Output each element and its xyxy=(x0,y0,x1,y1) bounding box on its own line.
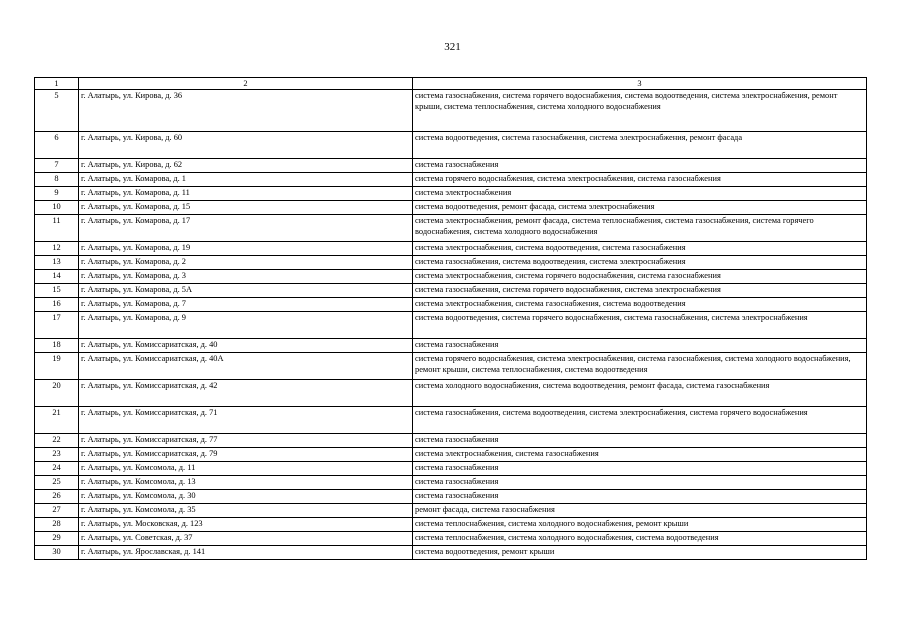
row-address: г. Алатырь, ул. Комарова, д. 9 xyxy=(79,312,413,339)
row-address: г. Алатырь, ул. Комарова, д. 17 xyxy=(79,215,413,242)
row-number: 16 xyxy=(35,298,79,312)
row-number: 5 xyxy=(35,90,79,132)
row-works: система газоснабжения, система горячего водоснабжения, система электроснабжения xyxy=(413,284,867,298)
table-row xyxy=(35,434,867,448)
row-works: система электроснабжения, система горячего водоснабжения, система газоснабжения xyxy=(413,270,867,284)
table-row xyxy=(35,380,867,407)
row-number: 30 xyxy=(35,546,79,560)
row-works: система горячего водоснабжения, система электроснабжения, система газоснабжения, система холодного водоснабжения, ремонт крыши, система теплоснабжения, система водоотведения xyxy=(413,353,867,380)
table-body xyxy=(35,90,867,560)
row-address: г. Алатырь, ул. Комиссариатская, д. 79 xyxy=(79,448,413,462)
row-number: 17 xyxy=(35,312,79,339)
row-address: г. Алатырь, ул. Комиссариатская, д. 40 xyxy=(79,339,413,353)
table-row xyxy=(35,407,867,434)
row-address: г. Алатырь, ул. Кирова, д. 60 xyxy=(79,132,413,159)
row-number: 25 xyxy=(35,476,79,490)
table-row xyxy=(35,518,867,532)
table-row xyxy=(35,532,867,546)
row-number: 19 xyxy=(35,353,79,380)
row-number: 23 xyxy=(35,448,79,462)
row-works: система водоотведения, ремонт фасада, система электроснабжения xyxy=(413,201,867,215)
row-works: система электроснабжения, система газоснабжения, система водоотведения xyxy=(413,298,867,312)
row-number: 28 xyxy=(35,518,79,532)
table-row xyxy=(35,90,867,132)
table-row xyxy=(35,353,867,380)
row-works: система электроснабжения, система газоснабжения xyxy=(413,448,867,462)
row-works: система электроснабжения, ремонт фасада, система теплоснабжения, система газоснабжения, система горячего водоснабжения, система холодного водоснабжения xyxy=(413,215,867,242)
row-number: 7 xyxy=(35,159,79,173)
row-address: г. Алатырь, ул. Комарова, д. 11 xyxy=(79,187,413,201)
row-number: 13 xyxy=(35,256,79,270)
row-address: г. Алатырь, ул. Кирова, д. 62 xyxy=(79,159,413,173)
row-number: 20 xyxy=(35,380,79,407)
table-row xyxy=(35,187,867,201)
row-address: г. Алатырь, ул. Комиссариатская, д. 77 xyxy=(79,434,413,448)
table-row xyxy=(35,462,867,476)
row-works: система газоснабжения xyxy=(413,434,867,448)
row-address: г. Алатырь, ул. Ярославская, д. 141 xyxy=(79,546,413,560)
row-address: г. Алатырь, ул. Комсомола, д. 11 xyxy=(79,462,413,476)
works-table xyxy=(34,77,867,560)
table-row xyxy=(35,270,867,284)
row-works: система газоснабжения xyxy=(413,490,867,504)
row-address: г. Алатырь, ул. Комарова, д. 19 xyxy=(79,242,413,256)
table-row xyxy=(35,476,867,490)
table-row xyxy=(35,173,867,187)
table-row xyxy=(35,490,867,504)
row-address: г. Алатырь, ул. Комарова, д. 15 xyxy=(79,201,413,215)
header-cell-3: 3 xyxy=(413,78,867,90)
row-address: г. Алатырь, ул. Комарова, д. 7 xyxy=(79,298,413,312)
table-row xyxy=(35,312,867,339)
row-works: система газоснабжения xyxy=(413,476,867,490)
row-number: 21 xyxy=(35,407,79,434)
row-number: 9 xyxy=(35,187,79,201)
row-address: г. Алатырь, ул. Комиссариатская, д. 42 xyxy=(79,380,413,407)
table-row xyxy=(35,159,867,173)
table-row xyxy=(35,504,867,518)
row-number: 27 xyxy=(35,504,79,518)
table-header xyxy=(35,78,867,90)
page-number: 321 xyxy=(444,41,461,53)
row-number: 24 xyxy=(35,462,79,476)
row-address: г. Алатырь, ул. Советская, д. 37 xyxy=(79,532,413,546)
row-works: система электроснабжения, система водоотведения, система газоснабжения xyxy=(413,242,867,256)
row-works: система газоснабжения, система водоотведения, система электроснабжения xyxy=(413,256,867,270)
row-works: система газоснабжения xyxy=(413,159,867,173)
row-number: 26 xyxy=(35,490,79,504)
row-address: г. Алатырь, ул. Кирова, д. 36 xyxy=(79,90,413,132)
table-row xyxy=(35,256,867,270)
row-works: система газоснабжения, система водоотведения, система электроснабжения, система горячего водоснабжения xyxy=(413,407,867,434)
row-works: система газоснабжения xyxy=(413,339,867,353)
row-works: система водоотведения, ремонт крыши xyxy=(413,546,867,560)
table-row xyxy=(35,298,867,312)
row-works: система теплоснабжения, система холодного водоснабжения, ремонт крыши xyxy=(413,518,867,532)
row-address: г. Алатырь, ул. Комарова, д. 5А xyxy=(79,284,413,298)
table-row xyxy=(35,201,867,215)
row-works: система газоснабжения xyxy=(413,462,867,476)
row-works: система горячего водоснабжения, система электроснабжения, система газоснабжения xyxy=(413,173,867,187)
row-address: г. Алатырь, ул. Комарова, д. 1 xyxy=(79,173,413,187)
row-number: 10 xyxy=(35,201,79,215)
row-number: 18 xyxy=(35,339,79,353)
row-works: система теплоснабжения, система холодного водоснабжения, система водоотведения xyxy=(413,532,867,546)
row-address: г. Алатырь, ул. Комарова, д. 2 xyxy=(79,256,413,270)
row-address: г. Алатырь, ул. Комсомола, д. 13 xyxy=(79,476,413,490)
header-cell-2: 2 xyxy=(79,78,413,90)
row-number: 22 xyxy=(35,434,79,448)
table-row xyxy=(35,284,867,298)
table-row xyxy=(35,546,867,560)
row-address: г. Алатырь, ул. Комарова, д. 3 xyxy=(79,270,413,284)
row-number: 15 xyxy=(35,284,79,298)
table-row xyxy=(35,448,867,462)
header-cell-1: 1 xyxy=(35,78,79,90)
row-number: 12 xyxy=(35,242,79,256)
row-works: система холодного водоснабжения, система водоотведения, ремонт фасада, система газоснабжения xyxy=(413,380,867,407)
row-works: система водоотведения, система горячего водоснабжения, система газоснабжения, система электроснабжения xyxy=(413,312,867,339)
table-row xyxy=(35,132,867,159)
row-address: г. Алатырь, ул. Комсомола, д. 35 xyxy=(79,504,413,518)
row-address: г. Алатырь, ул. Комиссариатская, д. 71 xyxy=(79,407,413,434)
row-number: 29 xyxy=(35,532,79,546)
row-number: 14 xyxy=(35,270,79,284)
table-row xyxy=(35,242,867,256)
row-address: г. Алатырь, ул. Комиссариатская, д. 40А xyxy=(79,353,413,380)
row-number: 8 xyxy=(35,173,79,187)
row-works: система водоотведения, система газоснабжения, система электроснабжения, ремонт фасада xyxy=(413,132,867,159)
row-number: 6 xyxy=(35,132,79,159)
table-row xyxy=(35,339,867,353)
row-number: 11 xyxy=(35,215,79,242)
row-works: система электроснабжения xyxy=(413,187,867,201)
row-works: ремонт фасада, система газоснабжения xyxy=(413,504,867,518)
table-row xyxy=(35,215,867,242)
row-address: г. Алатырь, ул. Московская, д. 123 xyxy=(79,518,413,532)
row-works: система газоснабжения, система горячего водоснабжения, система водоотведения, система электроснабжения, ремонт крыши, система теплоснабжения, система холодного водоснабжения xyxy=(413,90,867,132)
row-address: г. Алатырь, ул. Комсомола, д. 30 xyxy=(79,490,413,504)
